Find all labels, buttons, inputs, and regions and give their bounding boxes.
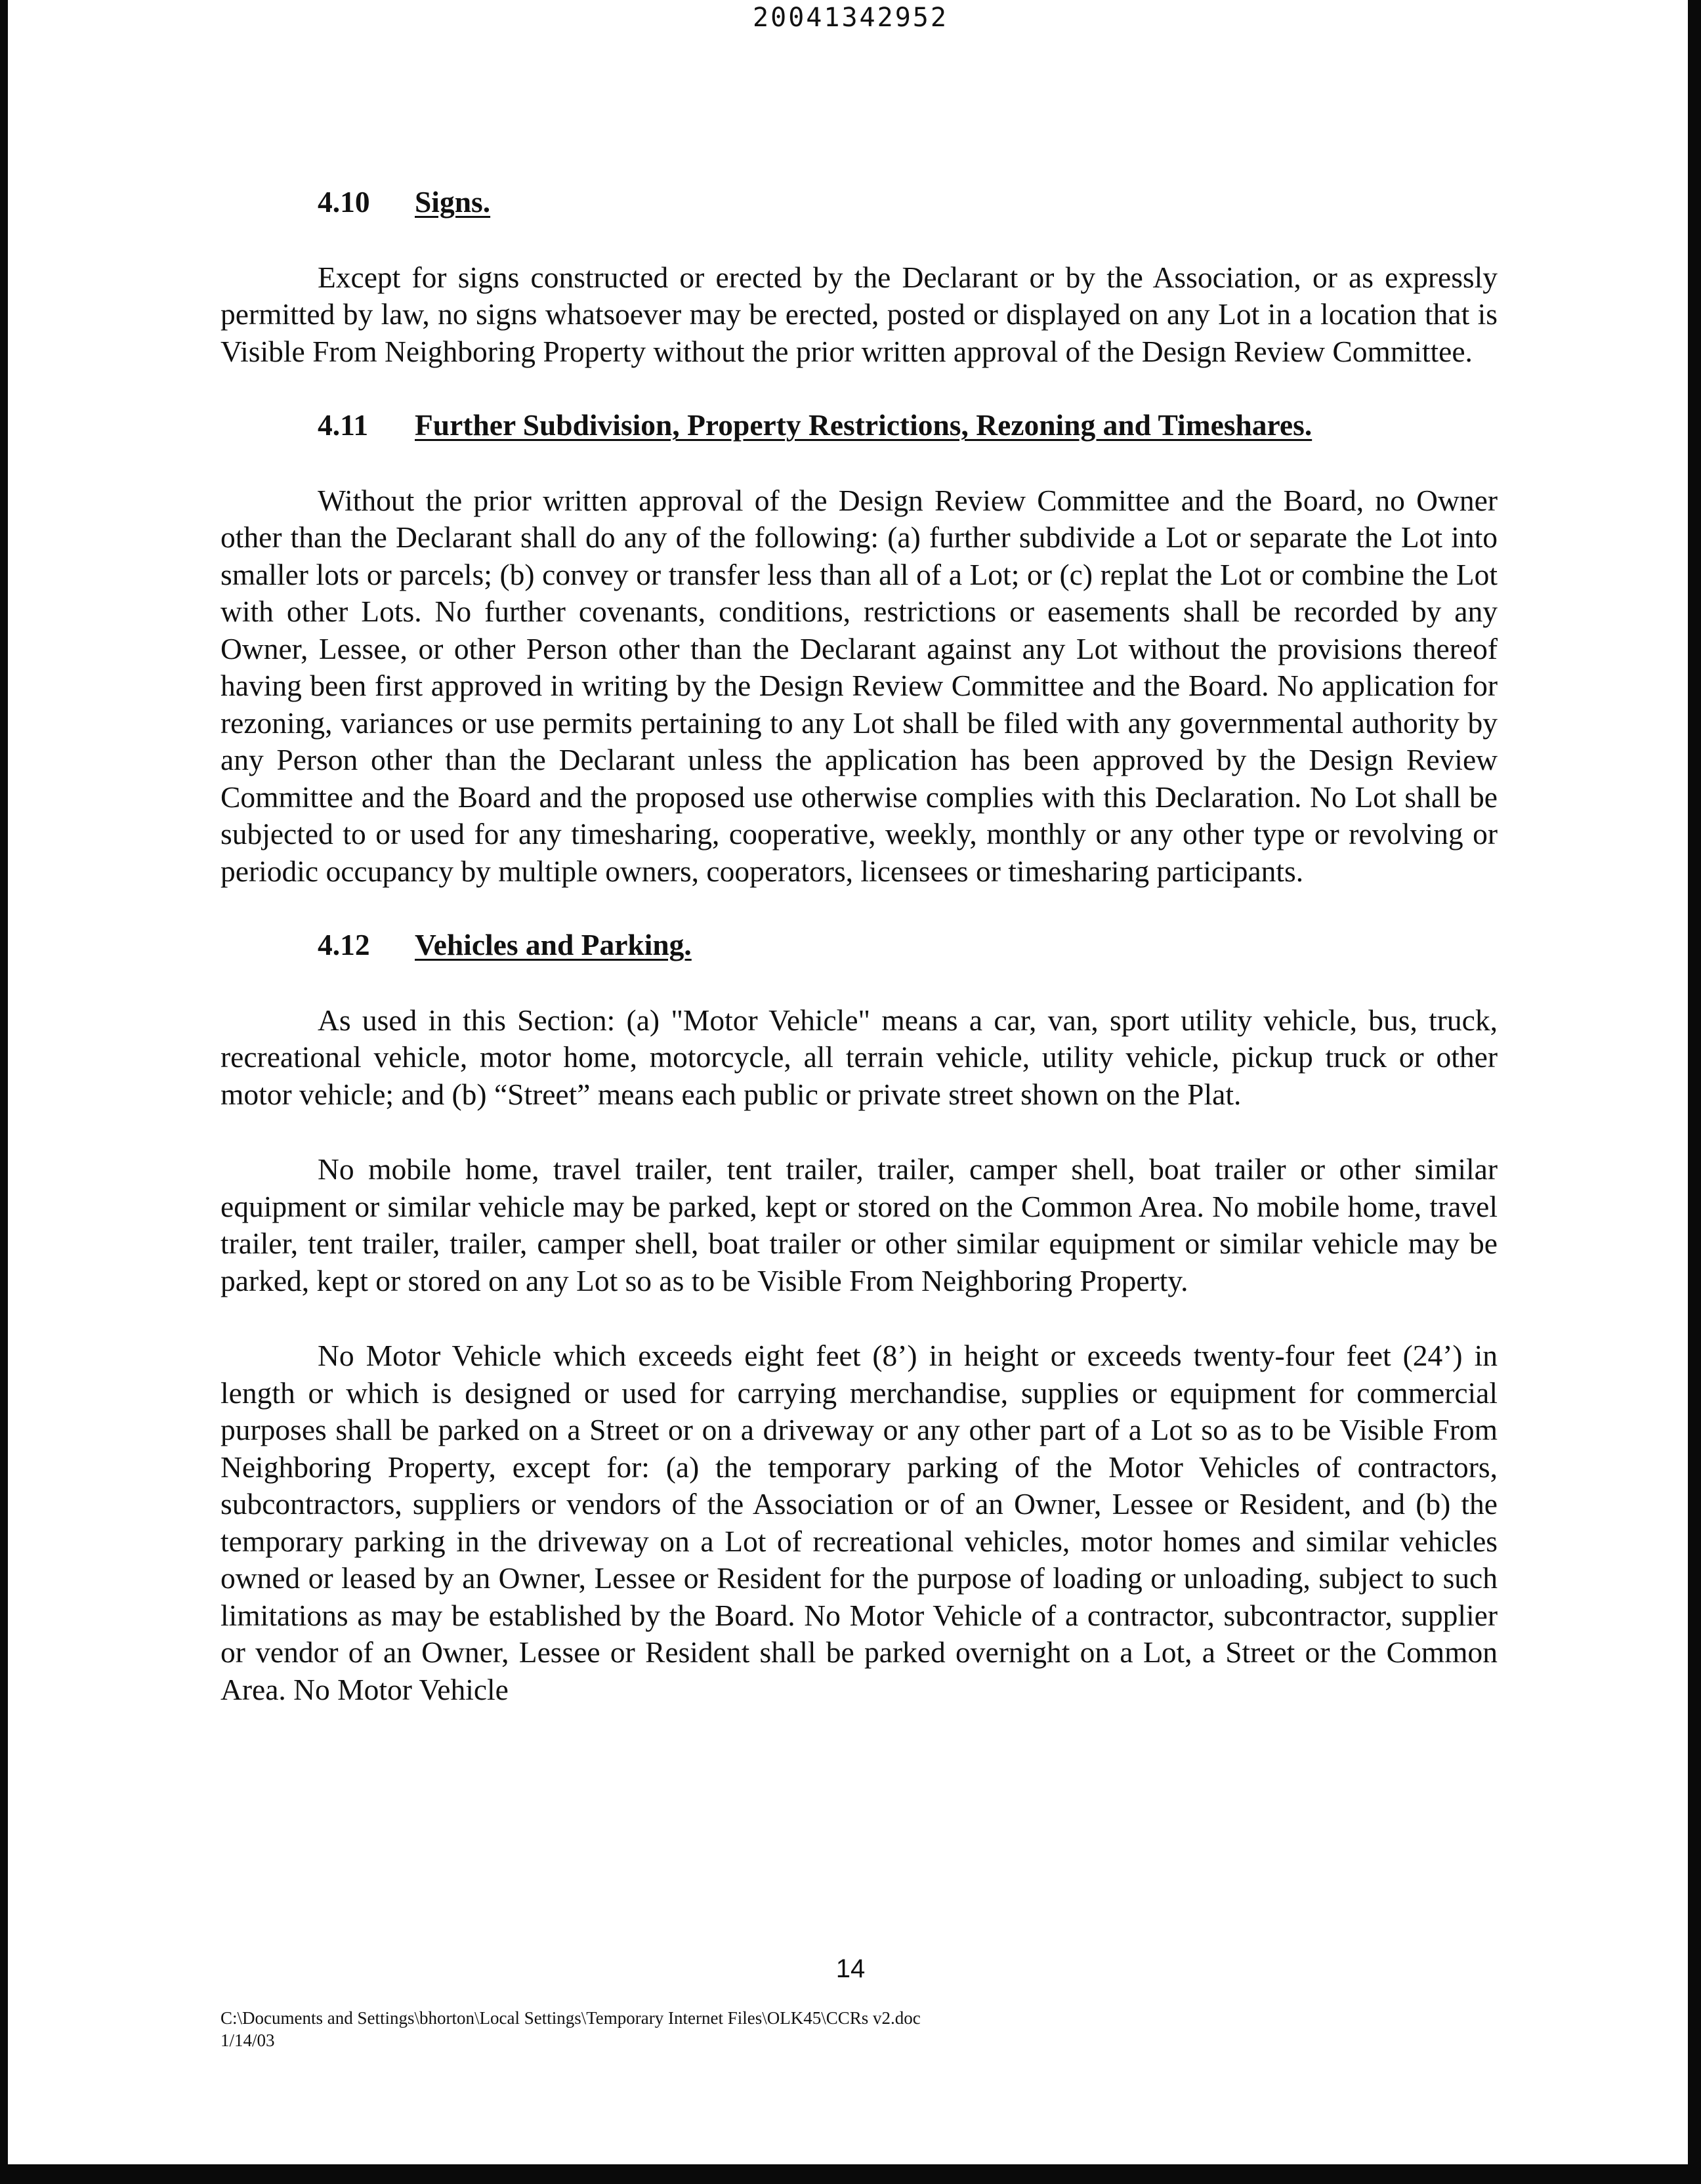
section-4-11-heading bbox=[220, 407, 1498, 444]
footer-file-path: C:\Documents and Settings\bhorton\Local Settings\Temporary Internet Files\OLK45\CCRs v2.doc bbox=[220, 2008, 921, 2028]
scan-border-left bbox=[0, 0, 8, 2184]
section-4-12-paragraph-3: No Motor Vehicle which exceeds eight feet (8’) in height or exceeds twenty-four feet (24’) in length or which is designed or used for carrying merchandise, supplies or equipment for commercial purposes shall be parked on a Street or on a driveway or any other part of a Lot so as to be Visible From Neighboring Property, except for: (a) the temporary parking of the Motor Vehicles of contractors, subcontractors, suppliers or vendors of the Association or of an Owner, Lessee or Resident, and (b) the temporary parking in the driveway on a Lot of recreational vehicles, motor homes and similar vehicles owned or leased by an Owner, Lessee or Resident for the purpose of loading or unloading, subject to such limitations as may be established by the Board. No Motor Vehicle of a contractor, subcontractor, supplier or vendor of an Owner, Lessee or Resident shall be parked overnight on a Lot, a Street or the Common Area. No Motor Vehicle bbox=[220, 1339, 1498, 1706]
scan-border-bottom bbox=[0, 2164, 1701, 2184]
document-number: 20041342952 bbox=[753, 3, 948, 33]
section-title: Vehicles and Parking. bbox=[415, 928, 692, 961]
section-title: Signs. bbox=[415, 185, 491, 219]
page-number: 14 bbox=[835, 1954, 866, 1983]
section-4-12-paragraph-1: As used in this Section: (a) "Motor Vehicle" means a car, van, sport utility vehicle, bus, truck, recreational vehicle, motor home, motorcycle, all terrain vehicle, utility vehicle, pickup truck or other motor vehicle; and (b) “Street” means each public or private street shown on the Plat. bbox=[220, 1003, 1498, 1111]
section-number: 4.12 bbox=[318, 928, 370, 961]
section-4-10-paragraph: Except for signs constructed or erected by the Declarant or by the Association, or as expressly permitted by law, no signs whatsoever may be erected, posted or displayed on any Lot in a location that is Visible From Neighboring Property without the prior written approval of the Design Review Committee. bbox=[220, 260, 1498, 368]
section-4-12-heading bbox=[220, 927, 1498, 964]
section-4-10-heading bbox=[220, 184, 1498, 221]
document-body bbox=[220, 184, 1498, 1708]
scan-border-right bbox=[1688, 0, 1701, 2184]
footer-date: 1/14/03 bbox=[220, 2030, 275, 2050]
section-number: 4.11 bbox=[318, 408, 369, 442]
section-4-12-paragraph-2: No mobile home, travel trailer, tent trailer, trailer, camper shell, boat trailer or other similar equipment or similar vehicle may be parked, kept or stored on the Common Area. No mobile home, travel trailer, tent trailer, trailer, camper shell, boat trailer or other similar equipment or similar vehicle may be parked, kept or stored on any Lot so as to be Visible From Neighboring Property. bbox=[220, 1152, 1498, 1297]
section-number: 4.10 bbox=[318, 185, 370, 219]
section-4-11-paragraph: Without the prior written approval of the Design Review Committee and the Board, no Owner other than the Declarant shall do any of the following: (a) further subdivide a Lot or separate the Lot into smaller lots or parcels; (b) convey or transfer less than all of a Lot; or (c) replat the Lot or combine the Lot with other Lots. No further covenants, conditions, restrictions or easements shall be recorded by any Owner, Lessee, or other Person other than the Declarant against any Lot without the provisions thereof having been first approved in writing by the Design Review Committee and the Board. No application for rezoning, variances or use permits pertaining to any Lot shall be filed with any governmental authority by any Person other than the Declarant unless the application has been approved by the Design Review Committee and the Board and the proposed use otherwise complies with this Declaration. No Lot shall be subjected to or used for any timesharing, cooperative, weekly, monthly or any other type or revolving or periodic occupancy by multiple owners, cooperators, licensees or timesharing participants. bbox=[220, 483, 1498, 888]
section-title: Further Subdivision, Property Restrictions, Rezoning and Timeshares. bbox=[415, 408, 1312, 442]
footer bbox=[220, 2007, 921, 2051]
